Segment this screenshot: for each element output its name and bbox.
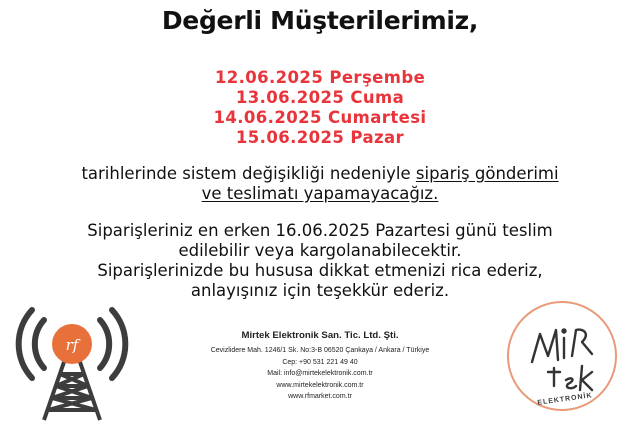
radio-tower-icon: [14, 306, 130, 424]
company-website: www.rfmarket.com.tr: [288, 393, 352, 400]
logo-text: ELEKTRONİK: [537, 392, 593, 407]
info-line: Siparişleriniz en erken 16.06.2025 Pazartesi günü teslim: [87, 221, 553, 240]
date-item: 13.06.2025 Cuma: [235, 88, 405, 107]
date-item: 12.06.2025 Perşembe: [214, 68, 426, 87]
date-item: 15.06.2025 Pazar: [235, 128, 405, 147]
info-line: anlayışınız için teşekkür ederiz.: [190, 281, 450, 300]
notice-underlined: sipariş gönderimi: [415, 164, 559, 183]
notice-underlined: ve teslimatı yapamayacağız.: [201, 184, 439, 203]
page-title: Değerli Müşterilerimiz,: [161, 6, 479, 35]
info-text: [20, 221, 620, 301]
company-mail: Mail: info@mirtekelektronik.com.tr: [267, 370, 373, 377]
company-address: Cevizlidere Mah. 1246/1 Sk. No:3-B 06520 Çankaya / Ankara / Türkiye: [210, 347, 430, 354]
info-line: edilebilir veya kargolanabilecektir.: [178, 241, 462, 260]
date-item: 14.06.2025 Cumartesi: [213, 108, 427, 127]
date-list: [120, 68, 520, 148]
company-name: Mirtek Elektronik San. Tic. Ltd. Şti.: [241, 330, 399, 341]
svg-text:rf: rf: [65, 336, 79, 354]
notice-text: [20, 164, 620, 204]
company-website: www.mirtekelektronik.com.tr: [276, 381, 364, 389]
notice-part: tarihlerinde sistem değişikliği nedeniyle: [81, 164, 416, 183]
company-phone: Cep: +90 531 221 49 40: [282, 358, 358, 366]
info-line: Siparişlerinizde bu hususa dikkat etmenizi rica ederiz,: [97, 261, 543, 280]
company-info: [170, 330, 470, 403]
